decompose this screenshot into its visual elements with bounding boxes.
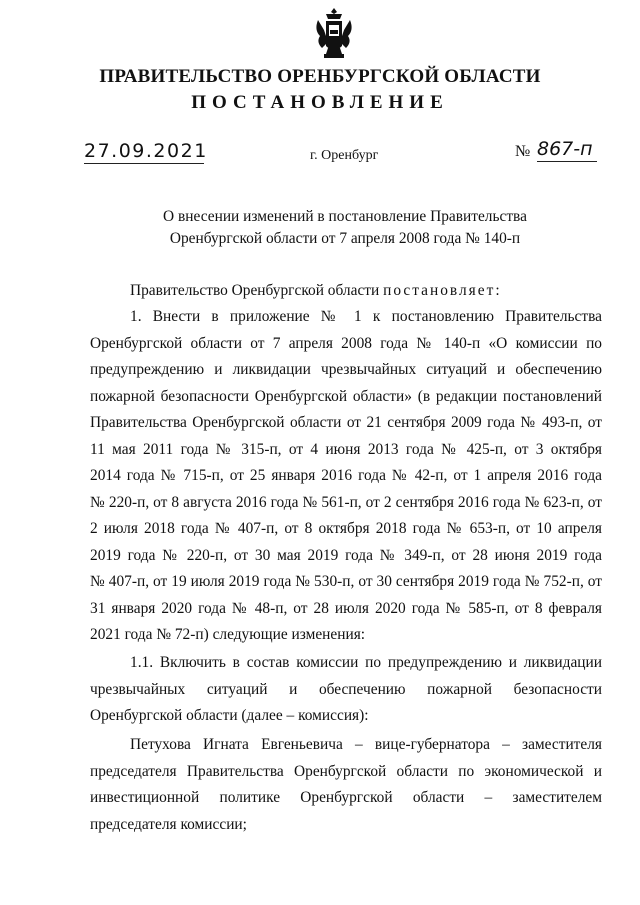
text-line: 1.1. Включить в состав комиссии по предупреждению и ликвидации bbox=[130, 654, 602, 671]
text-line: 2014 года № 715-п, от 25 января 2016 года № 42-п, от 1 апреля 2016 года bbox=[90, 467, 602, 484]
subject-line: О внесении изменений в постановление Правительства bbox=[163, 208, 527, 225]
text-line: пожарной безопасности Оренбургской области» (в редакции постановлений bbox=[90, 387, 602, 405]
organization-title: ПРАВИТЕЛЬСТВО ОРЕНБУРГСКОЙ ОБЛАСТИ bbox=[99, 66, 541, 87]
intro-prefix: Правительство Оренбургской области bbox=[130, 282, 380, 299]
intro-verb: постановляет: bbox=[383, 282, 502, 299]
text-line: чрезвычайных ситуаций и обеспечению пожарной безопасности bbox=[90, 680, 602, 698]
text-line: № 220-п, от 8 августа 2016 года № 561-п, от 2 сентября 2016 года № 623-п, от bbox=[90, 493, 602, 511]
text-line: председателя комиссии; bbox=[90, 815, 247, 833]
document-subject bbox=[120, 206, 570, 250]
text-line: инвестиционной политике Оренбургской области – заместителем bbox=[90, 789, 602, 806]
text-line: Оренбургской области от 7 апреля 2008 года № 140-п «О комиссии по bbox=[90, 334, 602, 352]
paragraph-2 bbox=[90, 650, 602, 730]
document-city: г. Оренбург bbox=[310, 148, 379, 163]
coat-of-arms-icon bbox=[312, 6, 356, 64]
text-line: 1. Внести в приложение № 1 к постановлению Правительства bbox=[130, 308, 602, 325]
text-line: председателя Правительства Оренбургской области по экономической и bbox=[90, 762, 602, 780]
subject-line: Оренбургской области от 7 апреля 2008 года № 140-п bbox=[169, 230, 521, 247]
number-label: № bbox=[515, 143, 531, 160]
text-line: 2021 года № 72-п) следующие изменения: bbox=[90, 626, 366, 643]
text-line: 31 января 2020 года № 48-п, от 28 июля 2020 года № 585-п, от 8 февраля bbox=[90, 599, 602, 617]
text-line: Оренбургской области (далее – комиссия): bbox=[90, 707, 369, 724]
text-line: № 407-п, от 19 июля 2019 года № 530-п, от 30 сентября 2019 года № 752-п, от bbox=[90, 573, 602, 590]
text-line: Петухова Игната Евгеньевича – вице-губернатора – заместителя bbox=[130, 736, 602, 753]
paragraph-3 bbox=[90, 732, 602, 838]
text-line: Правительства Оренбургской области от 21 сентября 2009 года № 493-п, от bbox=[90, 414, 602, 431]
document-type: ПОСТАНОВЛЕНИЕ bbox=[191, 92, 449, 113]
document-date: 27.09.2021 bbox=[84, 140, 208, 162]
resolution-intro bbox=[130, 282, 502, 300]
paragraph-1 bbox=[90, 304, 602, 649]
text-line: 11 мая 2011 года № 315-п, от 4 июня 2013 года № 425-п, от 3 октября bbox=[90, 440, 602, 458]
text-line: 2 июля 2018 года № 407-п, от 8 октября 2018 года № 653-п, от 10 апреля bbox=[90, 520, 602, 537]
text-line: предупреждению и ликвидации чрезвычайных ситуаций и обеспечению bbox=[90, 361, 602, 378]
document-number: 867-п bbox=[537, 138, 597, 162]
text-line: 2019 года № 220-п, от 30 мая 2019 года № 349-п, от 28 июня 2019 года bbox=[90, 546, 602, 564]
